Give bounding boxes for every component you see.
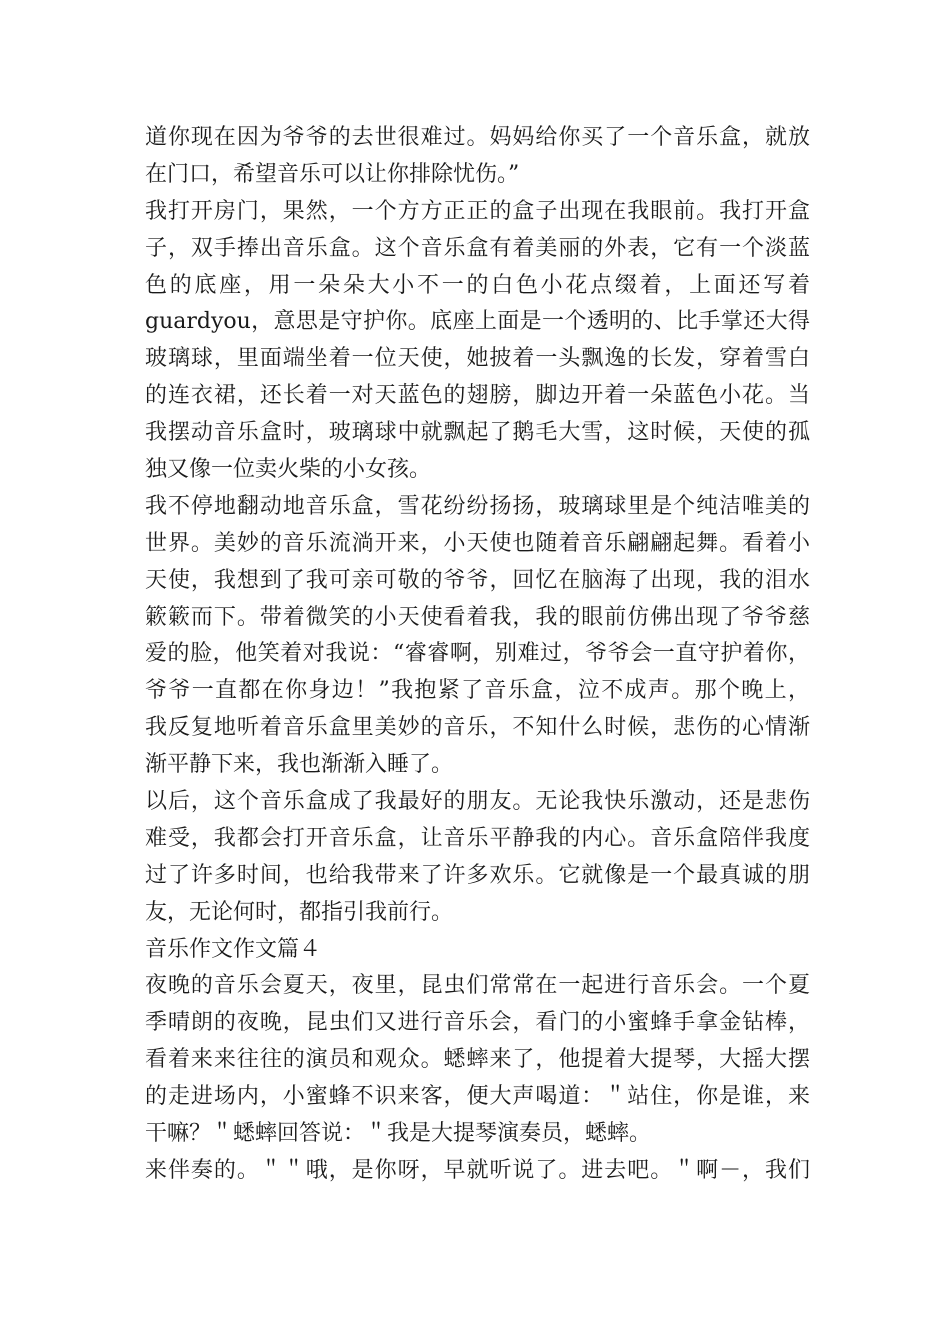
text-line: 道你现在因为爷爷的去世很难过。妈妈给你买了一个音乐盒，就放: [145, 125, 810, 150]
text-line: 夜晚的音乐会夏天，夜里，昆虫们常常在一起进行音乐会。一个夏: [145, 973, 810, 999]
text-line: 天使，我想到了我可亲可敬的爷爷，回忆在脑海了出现，我的泪水: [145, 567, 810, 593]
document-page: [145, 120, 810, 1190]
text-line: 世界。美妙的音乐流淌开来，小天使也随着音乐翩翩起舞。看着小: [145, 530, 810, 556]
text-line: 季晴朗的夜晚，昆虫们又进行音乐会，看门的小蜜蜂手拿金钻棒，: [145, 1010, 810, 1036]
text-line: 来伴奏的。＂＂哦，是你呀，早就听说了。进去吧。＂啊－，我们: [145, 1157, 810, 1183]
text-line: 我反复地听着音乐盒里美妙的音乐，不知什么时候，悲伤的心情渐: [145, 715, 810, 741]
text-line: 色的底座，用一朵朵大小不一的白色小花点缀着，上面还写着: [145, 272, 810, 298]
text-line: 看着来来往往的演员和观众。蟋蟀来了，他提着大提琴，大摇大摆: [145, 1047, 810, 1073]
text-line: 难受，我都会打开音乐盒，让音乐平静我的内心。音乐盒陪伴我度: [145, 825, 810, 851]
text-line: 簌簌而下。带着微笑的小天使看着我，我的眼前仿佛出现了爷爷慈: [145, 604, 810, 630]
text-line: 爷爷一直都在你身边！”我抱紧了音乐盒，泣不成声。那个晚上，: [145, 678, 810, 704]
text-line: 我打开房门，果然，一个方方正正的盒子出现在我眼前。我打开盒: [145, 198, 810, 224]
text-line: 我摆动音乐盒时，玻璃球中就飘起了鹅毛大雪，这时候，天使的孤: [145, 420, 810, 446]
text-line: 的走进场内，小蜜蜂不识来客，便大声喝道：＂站住，你是谁，来: [145, 1084, 810, 1110]
text-line: 友，无论何时，都指引我前行。: [145, 899, 454, 925]
text-line: 子，双手捧出音乐盒。这个音乐盒有着美丽的外表，它有一个淡蓝: [145, 235, 810, 261]
text-line: guardyou，意思是守护你。底座上面是一个透明的、比手掌还大得: [145, 309, 810, 335]
text-line: 的连衣裙，还长着一对天蓝色的翅膀，脚边开着一朵蓝色小花。当: [145, 383, 810, 409]
text-line: 我不停地翻动地音乐盒，雪花纷纷扬扬，玻璃球里是个纯洁唯美的: [145, 493, 810, 519]
text-line: 独又像一位卖火柴的小女孩。: [145, 457, 432, 483]
text-line: 过了许多时间，也给我带来了许多欢乐。它就像是一个最真诚的朋: [145, 862, 810, 888]
text-line: 渐平静下来，我也渐渐入睡了。: [145, 752, 454, 778]
text-line: 在门口，希望音乐可以让你排除忧伤。”: [145, 161, 520, 187]
text-line: 以后，这个音乐盒成了我最好的朋友。无论我快乐激动，还是悲伤: [145, 789, 810, 815]
text-line: 玻璃球，里面端坐着一位天使，她披着一头飘逸的长发，穿着雪白: [145, 346, 810, 372]
text-line: 音乐作文作文篇４: [145, 936, 322, 962]
text-line: 爱的脸，他笑着对我说：“睿睿啊，别难过，爷爷会一直守护着你，: [145, 641, 810, 667]
text-line: 干嘛？＂蟋蟀回答说：＂我是大提琴演奏员，蟋蟀。: [145, 1121, 652, 1147]
